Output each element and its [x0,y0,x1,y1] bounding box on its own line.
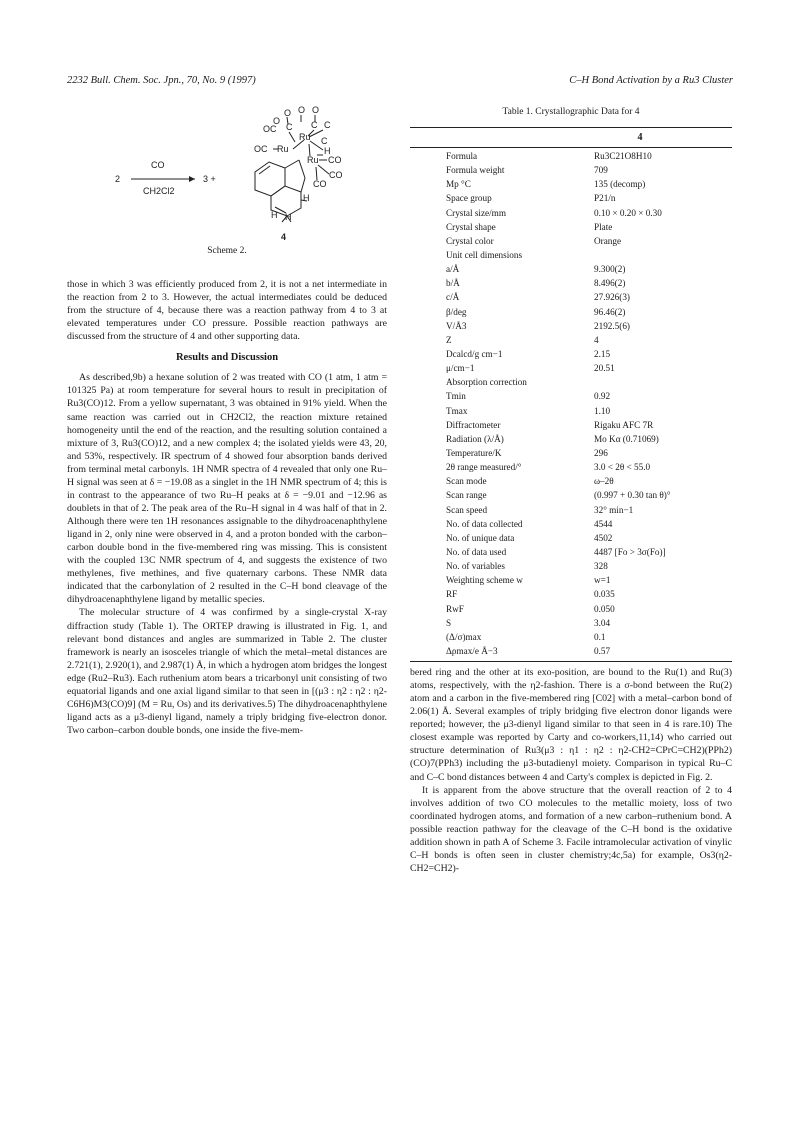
crystallographic-data-table [446,149,736,658]
table-row-label: No. of data used [446,546,507,557]
scheme-atom-label: H [324,146,331,156]
table-row [446,375,736,389]
scheme-atom-label: O [273,116,281,126]
table-row-value: Orange [594,235,622,246]
table-row [446,248,736,262]
table-row [446,517,736,531]
scheme-atom-label: O [298,105,306,115]
table-row-value: 709 [594,165,608,176]
table-row-label: a/Å [446,264,460,275]
table-row [446,404,736,418]
table-row-value: w=1 [594,575,611,586]
table-row [446,305,736,319]
table-row [446,559,736,573]
table-row-value: 2192.5(6) [594,320,630,331]
table-row-value: 3.04 [594,617,611,628]
scheme-atom-label: Ru [277,144,289,154]
table-row [446,389,736,403]
scheme-atom-label: C [321,136,328,146]
scheme-product-plus: 3 + [203,174,216,184]
table-row [446,432,736,446]
table-row [446,531,736,545]
table-row [446,262,736,276]
table-row-label: μ/cm−1 [446,363,475,374]
table-row-label: Space group [446,193,492,204]
scheme-atom-label: C [311,120,318,130]
table-row [446,616,736,630]
table-row-label: Dcalcd/g cm−1 [446,348,503,359]
table-row-value: 3.0 < 2θ < 55.0 [594,462,651,473]
table-row [446,347,736,361]
table-row-label: Unit cell dimensions [446,249,523,260]
table-row-value: 20.51 [594,363,615,374]
table-row-label: Tmin [446,391,466,402]
table-row-value: 4 [594,334,599,345]
scheme-atom-label: Ru [299,132,311,142]
scheme-caption: Scheme 2. [207,246,247,256]
table-row-value: 9.300(2) [594,264,626,275]
table-row [446,177,736,191]
table-row-label: Weighting scheme w [446,575,523,586]
table-row [446,446,736,460]
table-row-label: Z [446,334,452,345]
table-row [446,220,736,234]
running-header-right: C–H Bond Activation by a Ru3 Cluster [569,75,733,86]
table-row [446,191,736,205]
table-header-rule [410,147,732,148]
scheme-atom-label: H [303,193,310,203]
table-bottom-rule [410,661,732,662]
table-row-label: Crystal color [446,235,494,246]
table-row-value: ω–2θ [594,476,614,487]
table-row-value: Ru3C21O8H10 [594,151,652,161]
body-paragraph: The molecular structure of 4 was confirmed by a single-crystal X-ray diffraction study (Table 1). The ORTEP drawing is illustrated in Fig. 1, and relevant bond distances and angles are summarized in Table 2. The cluster framework is nearly an isosceles triangle of which the metal–metal distances are 2.721(1), 2.920(1), and 2.987(1) Å, in which a hydrogen atom bridges the longest edge (Ru2–Ru3). Each ruthenium atom bears a tricarbonyl unit consisting of two equatorial ligands and one axial ligand similar to that seen in [(μ3 : η2 : η2 : η2-C6H6)M3(CO)9] (M = Ru, Os) and its derivatives.5) The dihydroacenaphthylene ligand acts as a μ3-dienyl ligand, namely a triply bridging five-electron donor. Two carbon–carbon double bonds, one inside the five-mem- [67,607,387,736]
table-row-value: 328 [594,561,608,572]
table-row [446,644,736,658]
scheme-reactant-number: 2 [115,174,121,184]
table-row-label: Absorption correction [446,377,527,388]
section-heading: Results and Discussion [175,352,279,364]
table-row-label: (Δ/σ)max [446,631,482,642]
table-row-label: No. of unique data [446,532,515,543]
table-row-value: 32° min−1 [594,504,634,515]
table-row-label: S [446,617,452,628]
table-row-label: Crystal shape [446,221,496,232]
table-title: Table 1. Crystallographic Data for 4 [502,107,640,117]
table-row-label: β/deg [446,306,467,317]
table-row [446,234,736,248]
scheme-atom-label: H [285,212,292,222]
table-row [446,276,736,290]
scheme-reagent-bottom: CH2Cl2 [143,186,175,196]
table-row-label: 2θ range measured/° [446,462,522,473]
table-row-value: Mo Kα (0.71069) [594,433,659,444]
table-row-label: Mp °C [446,179,471,190]
running-header-left: 2232 Bull. Chem. Soc. Jpn., 70, No. 9 (1997) [67,75,256,86]
table-row-value: 1.10 [594,405,611,416]
left-column [67,278,387,737]
table-row-value: 4487 [Fo > 3σ(Fo)] [594,546,666,557]
table-row-value: Plate [594,221,613,232]
scheme-atom-label: OC [263,124,277,134]
table-row [446,290,736,304]
table-row [446,361,736,375]
table-row-label: b/Å [446,278,460,289]
table-row-label: RwF [446,603,464,614]
table-row-value: 0.050 [594,603,615,614]
scheme-atom-label: C [324,120,331,130]
table-row-label: No. of variables [446,561,505,572]
scheme-atom-label: Ru [307,155,319,165]
table-row-value: P21/n [594,193,616,204]
table-row-label: Tmax [446,405,468,416]
table-row-value: (0.997 + 0.30 tan θ)° [594,490,671,501]
table-row [446,602,736,616]
scheme-atom-label: O [312,105,320,115]
table-row-value: 2.15 [594,348,611,359]
table-row-value: 0.92 [594,391,611,402]
table-row [446,630,736,644]
table-row-label: Formula weight [446,165,505,176]
scheme-atom-label: CO [328,155,342,165]
table-row-value: 0.10 × 0.20 × 0.30 [594,207,662,218]
table-row [446,418,736,432]
scheme-atom-label: CO [329,170,343,180]
table-row-label: Temperature/K [446,447,502,458]
table-row-label: RF [446,589,458,600]
table-row-label: Scan mode [446,476,487,487]
cluster-structure [254,105,343,242]
table-row [446,488,736,502]
table-row [446,545,736,559]
table-row [446,206,736,220]
table-top-rule [410,127,732,128]
table-row-label: Scan range [446,490,487,501]
table-row-value: 4502 [594,532,613,543]
table-row-label: Δρmax/e Å−3 [446,645,498,656]
table-row-value: 96.46(2) [594,306,626,317]
table-row [446,573,736,587]
table-row [446,149,736,163]
scheme-atom-label: C [286,122,293,132]
table-row [446,460,736,474]
table-row-label: V/Å3 [446,320,467,331]
table-row-value: 27.926(3) [594,292,630,303]
reaction-arrowhead [189,176,195,182]
table-row-value: 0.035 [594,589,615,600]
table-column-header: 4 [637,132,643,143]
table-row-value: Rigaku AFC 7R [594,419,654,430]
table-row-value: 135 (decomp) [594,179,646,190]
table-row-label: Diffractometer [446,419,501,430]
right-column [410,666,732,875]
table-row-label: No. of data collected [446,518,523,529]
scheme-atom-label: CO [313,179,327,189]
table-row-value: 0.57 [594,645,611,656]
scheme-atom-label: OC [254,144,268,154]
table-row-label: Radiation (λ/Å) [446,433,504,444]
table-row-label: Formula [446,151,478,161]
body-paragraph: As described,9b) a hexane solution of 2 was treated with CO (1 atm, 1 atm = 101325 Pa) at room temperature for several hours to result in precipitation of Ru3(CO)12. From a yellow supernatant, 3 was obtained in 91% yield. When the same reaction was carried out in CH2Cl2, the reaction mixture retained homogeneity until the end of the reaction, and the resulting solution contained a mixture of 3, Ru3(CO)12, and a new complex 4; the isolated yields were 43, 20, and 53%, respectively. IR spectrum of 4 showed four absorption bands derived from terminal metal carbonyls. 1H NMR spectra of 4 revealed that only one Ru–H signal was seen at δ = −19.08 as a singlet in the 1H NMR spectrum of 4; this is in contrast to the appearance of two Ru–H peaks at δ = −9.01 and −12.96 as doublets in that of 2. The peak area of the Ru–H signal in 4 was half of that in 2. Although there were ten 1H resonances assignable to the dihydroacenaphthylene ligand in 2, only nine were observed in 4, and a proton bonded with the carbon–carbon double bond in the five-membered ring was missing. This is consistent with the coupled 13C NMR spectrum of 4, and suggests the existence of two methylenes, five methines, and five quaternary carbons. These NMR data indicated that the carbonylation of 2 resulted in the C–H bond cleavage of the dihydroacenaphthylene ligand by metallic species. [67,372,387,606]
body-paragraph: those in which 3 was efficiently produced from 2, it is not a net intermediate in the reaction from 2 to 3. However, the actual intermediates could be deduced from the structure of 4, because there was a reaction pathway from 4 to 3 at elevated temperatures under CO pressure. Possible reaction pathways are discussed from the structure of 4 and other supporting data. [67,279,387,343]
table-row [446,503,736,517]
table-row [446,587,736,601]
table-row-value: 296 [594,447,608,458]
scheme-atom-label: O [284,108,292,118]
scheme-product-number: 4 [281,232,287,242]
scheme-atom-label: H [271,210,278,220]
table-row-label: Crystal size/mm [446,207,506,218]
table-row-value: 4544 [594,518,613,529]
table-row-label: c/Å [446,292,460,303]
table-row [446,163,736,177]
body-paragraph: bered ring and the other at its exo-position, are bound to the Ru(1) and Ru(3) atoms, respectively, with the η2-fashion. There is a σ-bond between the Ru(2) atom and a carbon in the five-membered ring [C02] with a metal–carbon bond of 2.06(1) Å. Several examples of triply bridging five electron donor ligands were reported; however, the μ3-dienyl ligand similar to that seen in 4 is rare.10) The closest example was reported by Carty and co-workers,11,14) who carried out structure determination of Ru3(μ3 : η1 : η2 : η2-CH2=CPrC=CH2)(PPh2)(CO)7(PPh3) including the μ3-butadienyl moiety. Comparison in typical Ru–C and C–C bond distances between 4 and Carty's complex is depicted in Fig. 2. [410,667,732,783]
table-row-label: Scan speed [446,504,488,515]
table-row-value: 0.1 [594,631,606,642]
body-paragraph: It is apparent from the above structure that the overall reaction of 2 to 4 involves addition of two CO molecules to the metallic moiety, loss of two coordinated hydrogen atoms, and formation of a new carbon–ruthenium bond. A possible reaction pathway for the cleavage of the C–H bond is the oxidative addition shown in path A of Scheme 3. Facile intramolecular activation of vinylic C–H bonds is often seen in cluster chemistry;4c,5a) for example, Os3(η2-CH2=CH2)- [410,784,732,874]
table-row [446,474,736,488]
table-row [446,319,736,333]
table-row [446,333,736,347]
scheme-reagent-top: CO [151,160,165,170]
table-row-value: 8.496(2) [594,278,626,289]
